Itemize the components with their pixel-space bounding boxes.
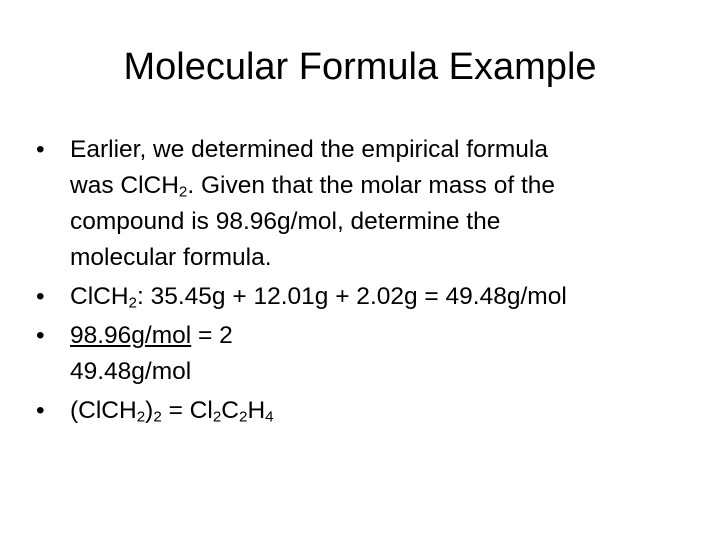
- bullet-item-mass-sum: [36, 279, 676, 315]
- bullet-marker: •: [36, 283, 45, 310]
- bullet-marker: •: [36, 136, 45, 163]
- bullet-item-molecular-formula: [36, 393, 676, 429]
- bullet-marker: •: [36, 322, 45, 349]
- text-run: C: [221, 397, 239, 424]
- text-run: H: [247, 397, 266, 424]
- text-run: : 35.45g + 12.01g + 2.02g = 49.48g/mol: [136, 283, 567, 310]
- subscript: 2: [153, 408, 162, 426]
- text-run: = Cl: [161, 397, 213, 424]
- subscript: 4: [265, 408, 274, 426]
- text-run: = 2: [191, 322, 233, 349]
- text-run: . Given that the molar mass of the: [187, 172, 556, 199]
- ratio-denominator: 49.48g/mol: [70, 358, 192, 385]
- bullet-marker: •: [36, 397, 45, 424]
- subscript: 2: [212, 408, 222, 426]
- subscript: 2: [128, 294, 137, 312]
- ratio-numerator: 98.96g/mol: [70, 322, 192, 349]
- text-run: ClCH: [70, 283, 129, 310]
- bullet-item-ratio: [36, 318, 676, 390]
- text-run: ): [145, 397, 154, 424]
- slide-title: Molecular Formula Example: [123, 46, 597, 88]
- bullet-text-line: [70, 318, 676, 354]
- bullet-text-line: [70, 168, 676, 204]
- bullet-item-empirical-formula: [36, 132, 676, 276]
- bullet-text-line: compound is 98.96g/mol, determine the: [70, 208, 501, 235]
- subscript: 2: [238, 408, 248, 426]
- bullet-list: [36, 132, 676, 432]
- text-run: was ClCH: [70, 172, 179, 199]
- text-run: (ClCH: [70, 397, 137, 424]
- subscript: 2: [136, 408, 146, 426]
- bullet-text-line: molecular formula.: [70, 244, 272, 271]
- bullet-text-line: Earlier, we determined the empirical formula: [70, 136, 548, 163]
- subscript: 2: [178, 183, 188, 201]
